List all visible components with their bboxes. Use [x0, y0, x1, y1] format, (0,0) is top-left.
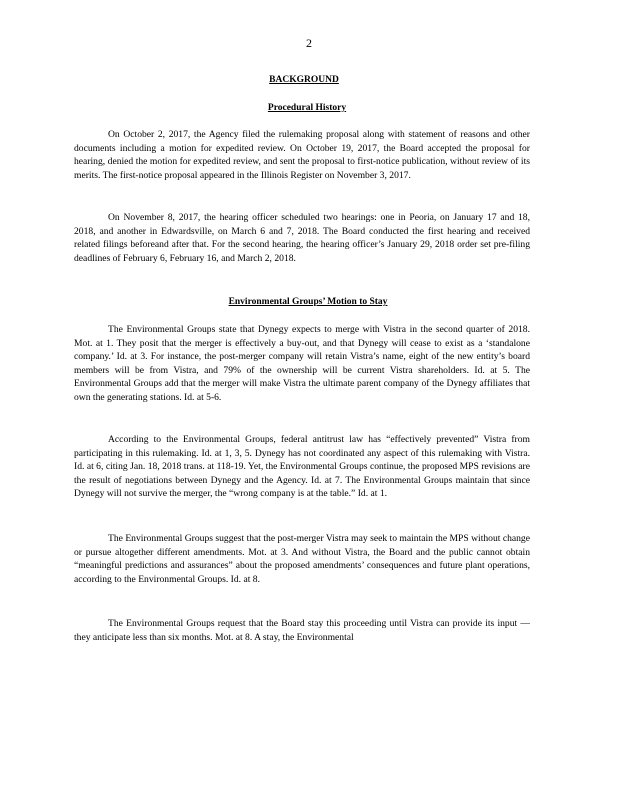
paragraph-6: The Environmental Groups request that the Board stay this proceeding until Vistra can provide its input — they anticipate less than six months. Mot. at 8. A stay, the Environmental [74, 618, 530, 643]
heading-motion-to-stay: Environmental Groups’ Motion to Stay [228, 297, 388, 307]
paragraph-4: According to the Environmental Groups, federal antitrust law has “effectively prevented” Vistra from participating in this rulemaking. Id. at 1, 3, 5. Dynegy has not coordinated any aspect of this rulemaking with Vistra. Id. at 6, citing Jan. 18, 2018 trans. at 118-19. Yet, the Environmental Groups continue, the proposed MPS revisions are the result of negotiations between Dynegy and the Agency. Id. at 7. The Environmental Groups maintain that since Dynegy will not survive the merger, the “wrong company is at the table.” Id. at 1. [74, 434, 530, 499]
heading-background: BACKGROUND [269, 75, 339, 85]
paragraph-1: On October 2, 2017, the Agency filed the rulemaking proposal along with statement of reasons and other documents including a motion for expedited review. On October 19, 2017, the Board accepted the proposal for hearing, denied the motion for expedited review, and sent the proposal to first-notice publication, without review of its merits. The first-notice proposal appeared in the Illinois Register on November 3, 2017. [74, 129, 530, 181]
paragraph-5: The Environmental Groups suggest that the post-merger Vistra may seek to maintain the MPS without change or pursue altogether different amendments. Mot. at 3. And without Vistra, the Board and the public cannot obtain “meaningful predictions and assurances” about the proposed amendments’ consequences and future plant operations, according to the Environmental Groups. Id. at 8. [74, 533, 530, 585]
paragraph-3: The Environmental Groups state that Dynegy expects to merge with Vistra in the second quarter of 2018. Mot. at 1. They posit that the merger is effectively a buy-out, and that Dynegy will cease to exist as a ‘standalone company.’ Id. at 3. For instance, the post-merger company will retain Vistra’s name, eight of the new entity’s board members will be from Vistra, and 79% of the ownership will be current Vistra shareholders. Id. at 5. The Environmental Groups add that the merger will make Vistra the ultimate parent company of the Dynegy affiliates that own the generating stations. Id. at 5-6. [74, 324, 530, 403]
page-number: 2 [306, 36, 312, 50]
heading-procedural-history: Procedural History [267, 103, 347, 113]
paragraph-2: On November 8, 2017, the hearing officer scheduled two hearings: one in Peoria, on January 17 and 18, 2018, and another in Edwardsville, on March 6 and 7, 2018. The Board conducted the first hearing and received related filings beforeand after that. For the second hearing, the hearing officer’s January 29, 2018 order set pre-filing deadlines of February 6, February 16, and March 2, 2018. [74, 212, 530, 264]
